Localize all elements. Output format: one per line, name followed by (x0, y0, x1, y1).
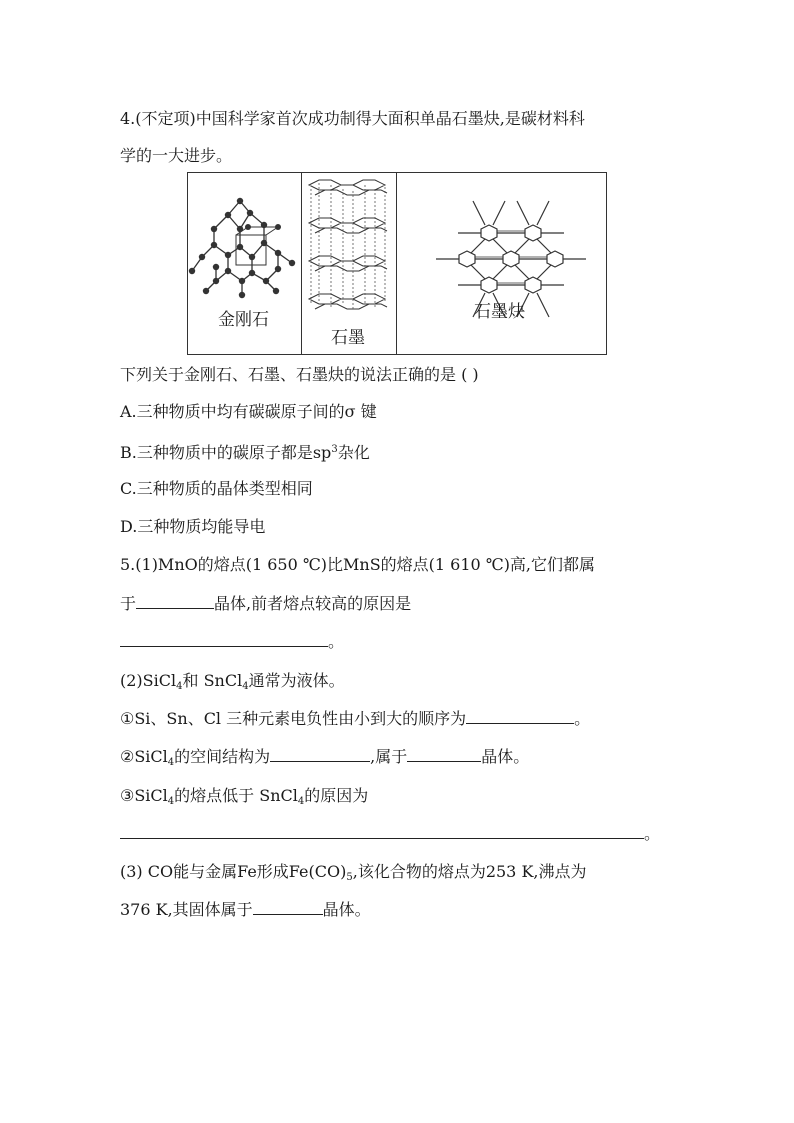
q4-option-b-text: B.三种物质中的碳原子都是sp (120, 443, 332, 462)
q5-i2-sub: 4 (167, 757, 175, 768)
diamond-panel (188, 173, 302, 354)
q5-i3-post: 的原因为 (304, 786, 369, 805)
graphdiyne-structure-image (396, 173, 606, 356)
q5-part2 (120, 670, 345, 698)
diamond-label: 金刚石 (218, 310, 269, 330)
q5-p2-pre: (2)SiCl (120, 671, 177, 690)
q5-i3-end: 。 (644, 824, 661, 843)
q5-i2-pre: ②SiCl (120, 747, 168, 766)
answer-blank-6[interactable] (120, 824, 644, 839)
q5-i3-mid: 的熔点低于 SnCl (174, 786, 298, 805)
q5-p3-sub: 5 (346, 872, 353, 883)
q5-i2-mid2: ,属于 (370, 747, 408, 766)
graphdiyne-label: 石墨炔 (474, 302, 525, 322)
q5-p3-pre: (3) CO能与金属Fe形成Fe(CO) (120, 862, 347, 881)
q5-item3 (120, 785, 368, 813)
q5-i1-pre: ①Si、Sn、Cl 三种元素电负性由小到大的顺序为 (120, 709, 467, 728)
q5-line3 (120, 631, 344, 653)
q4-line2: 学的一大进步。 (120, 146, 233, 165)
graphite-panel (301, 173, 397, 354)
q5-i2-end: 晶体。 (481, 747, 530, 766)
crystal-figure (187, 172, 607, 355)
q5-line3-end: 。 (328, 632, 345, 651)
q5-p2-sub2: 4 (242, 681, 249, 692)
q5-p3-post: ,该化合物的熔点为253 K,沸点为 (352, 862, 587, 881)
graphdiyne-panel (396, 173, 606, 354)
q5-p3-line2-pre: 376 K,其固体属于 (120, 900, 253, 919)
q4-option-b-post: 杂化 (337, 443, 370, 462)
graphite-label: 石墨 (331, 328, 365, 348)
q5-i3-sub2: 4 (297, 796, 305, 807)
q5-part3-line2 (120, 899, 371, 921)
answer-blank-5[interactable] (407, 747, 481, 762)
q4-option-c: C.三种物质的晶体类型相同 (120, 479, 313, 498)
q5-line2-pre: 于 (120, 594, 137, 613)
q5-p2-sub: 4 (176, 681, 183, 692)
q5-i1-end: 。 (574, 709, 591, 728)
q4-option-a: A.三种物质中均有碳碳原子间的σ 键 (120, 402, 377, 421)
q4-option-d: D.三种物质均能导电 (120, 517, 266, 536)
q5-p2-post: 通常为液体。 (248, 671, 345, 690)
q5-p2-mid: 和 SnCl (182, 671, 243, 690)
q4-line1: 4.(不定项)中国科学家首次成功制得大面积单晶石墨炔,是碳材料科 (120, 109, 585, 128)
q4-option-b-sup: 3 (331, 444, 338, 455)
answer-blank-7[interactable] (253, 900, 323, 915)
answer-blank-2[interactable] (120, 632, 328, 647)
answer-blank-3[interactable] (466, 709, 574, 724)
q5-i3-pre: ③SiCl (120, 786, 168, 805)
q5-i3-sub: 4 (167, 796, 175, 807)
q4-option-b (120, 439, 370, 464)
q4-question: 下列关于金刚石、石墨、石墨炔的说法正确的是 ( ) (120, 365, 479, 384)
q5-p3-line2-end: 晶体。 (322, 900, 371, 919)
q5-line2-post: 晶体,前者熔点较高的原因是 (214, 594, 412, 613)
q5-item1 (120, 708, 590, 730)
q5-item2 (120, 746, 529, 774)
q5-line1: 5.(1)MnO的熔点(1 650 ℃)比MnS的熔点(1 610 ℃)高,它们都属 (120, 555, 596, 574)
q5-part3 (120, 861, 587, 889)
answer-blank-1[interactable] (136, 594, 214, 609)
q5-line2 (120, 593, 411, 615)
answer-blank-4[interactable] (270, 747, 370, 762)
q5-item3-answer (120, 823, 660, 845)
q5-i2-mid: 的空间结构为 (174, 747, 271, 766)
